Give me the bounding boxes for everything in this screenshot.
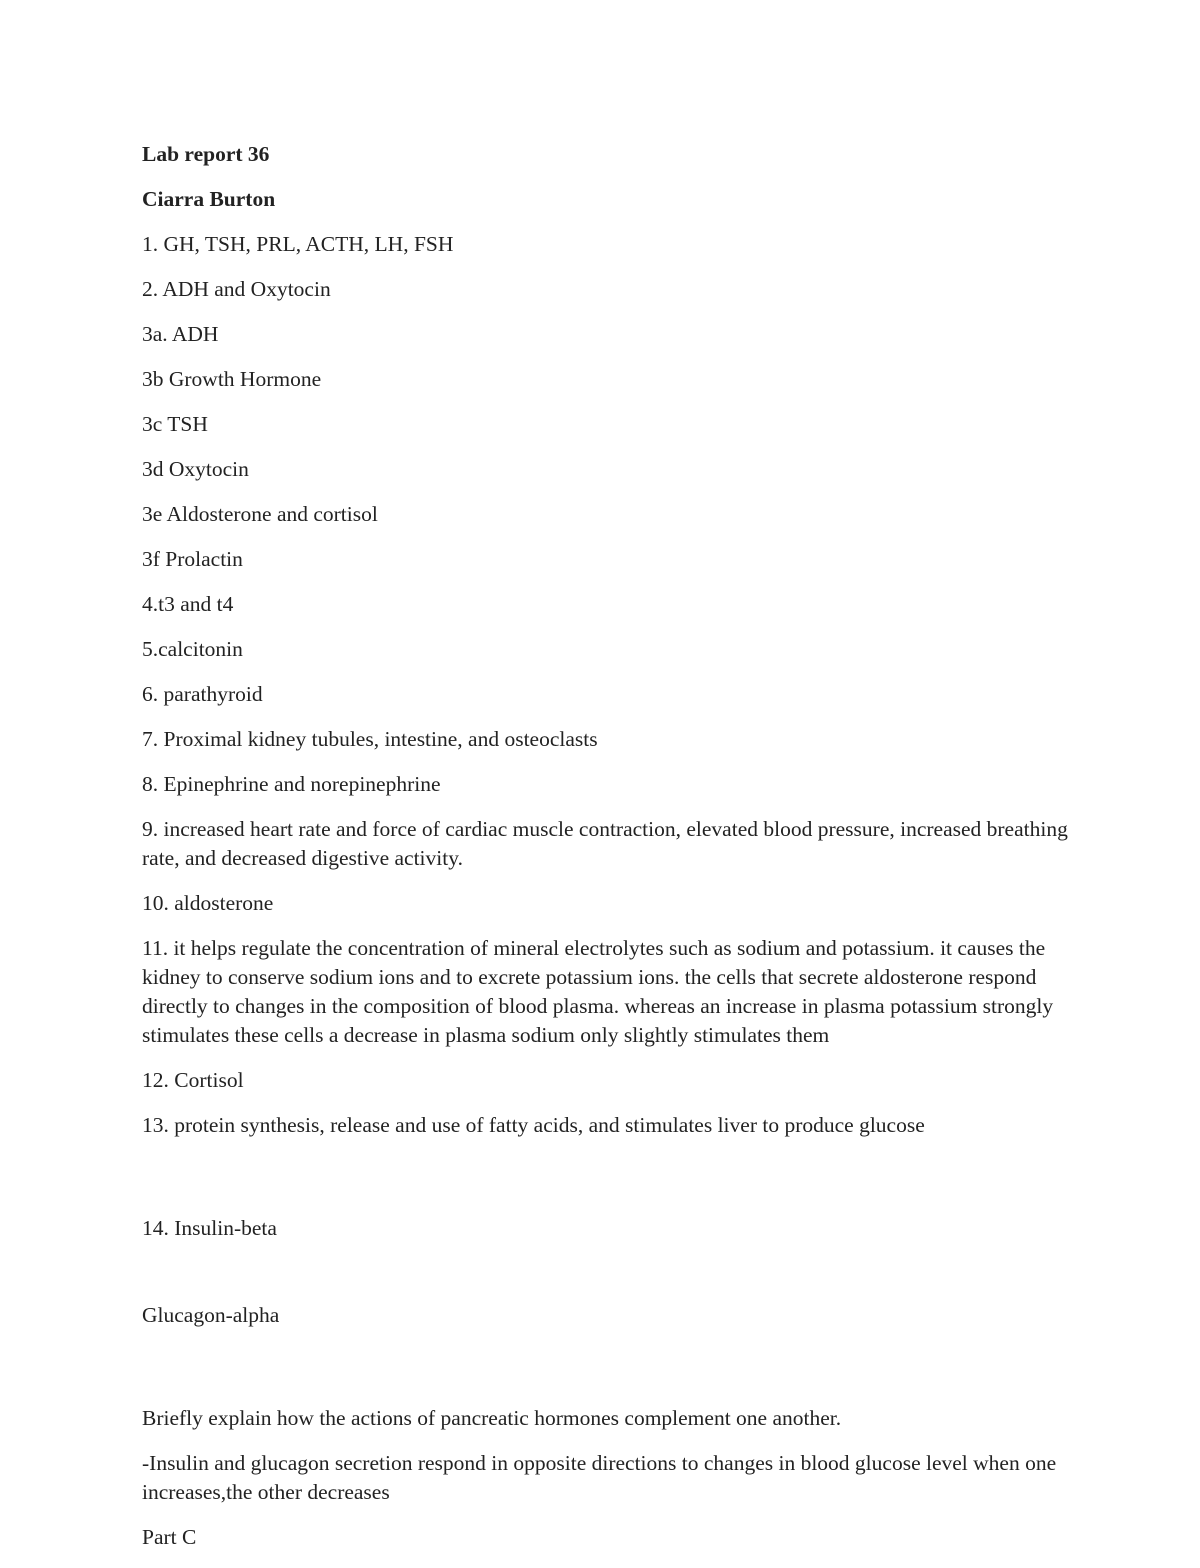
answer-6: 6. parathyroid bbox=[142, 682, 263, 706]
answer-14-line-1: 14. Insulin-beta bbox=[142, 1216, 277, 1240]
answer-1: 1. GH, TSH, PRL, ACTH, LH, FSH bbox=[142, 232, 454, 256]
answer-2: 2. ADH and Oxytocin bbox=[142, 277, 331, 301]
answer-8: 8. Epinephrine and norepinephrine bbox=[142, 772, 441, 796]
answer-9: 9. increased heart rate and force of cardiac muscle contraction, elevated blood pressure, increased breathing rate, and decreased digestive activity. bbox=[142, 817, 1074, 870]
response-text: -Insulin and glucagon secretion respond in opposite directions to changes in blood glucose level when one increases,the other decreases bbox=[142, 1451, 1062, 1504]
answer-7: 7. Proximal kidney tubules, intestine, and osteoclasts bbox=[142, 727, 598, 751]
document-author: Ciarra Burton bbox=[142, 187, 276, 211]
question-text: Briefly explain how the actions of pancreatic hormones complement one another. bbox=[142, 1406, 842, 1430]
answer-5: 5.calcitonin bbox=[142, 637, 243, 661]
document-page bbox=[142, 140, 1072, 1568]
answer-12: 12. Cortisol bbox=[142, 1068, 244, 1092]
answer-11: 11. it helps regulate the concentration of mineral electrolytes such as sodium and potassium. it causes the kidney to conserve sodium ions and to excrete potassium ions. the cells that secrete aldosterone respond directly to changes in the composition of blood plasma. whereas an increase in plasma potassium strongly stimulates these cells a decrease in plasma sodium only slightly stimulates them bbox=[142, 936, 1059, 1047]
answer-3d: 3d Oxytocin bbox=[142, 457, 249, 481]
answer-13: 13. protein synthesis, release and use of fatty acids, and stimulates liver to produce glucose bbox=[142, 1113, 925, 1137]
answer-3c: 3c TSH bbox=[142, 412, 208, 436]
part-heading: Part C bbox=[142, 1525, 197, 1549]
answer-4: 4.t3 and t4 bbox=[142, 592, 234, 616]
answer-3e: 3e Aldosterone and cortisol bbox=[142, 502, 378, 526]
answer-14-line-2: Glucagon-alpha bbox=[142, 1303, 280, 1327]
answer-3b: 3b Growth Hormone bbox=[142, 367, 322, 391]
answer-3a: 3a. ADH bbox=[142, 322, 219, 346]
answer-3f: 3f Prolactin bbox=[142, 547, 243, 571]
document-title: Lab report 36 bbox=[142, 142, 270, 166]
answer-10: 10. aldosterone bbox=[142, 891, 274, 915]
answer-14 bbox=[142, 1156, 1072, 1388]
